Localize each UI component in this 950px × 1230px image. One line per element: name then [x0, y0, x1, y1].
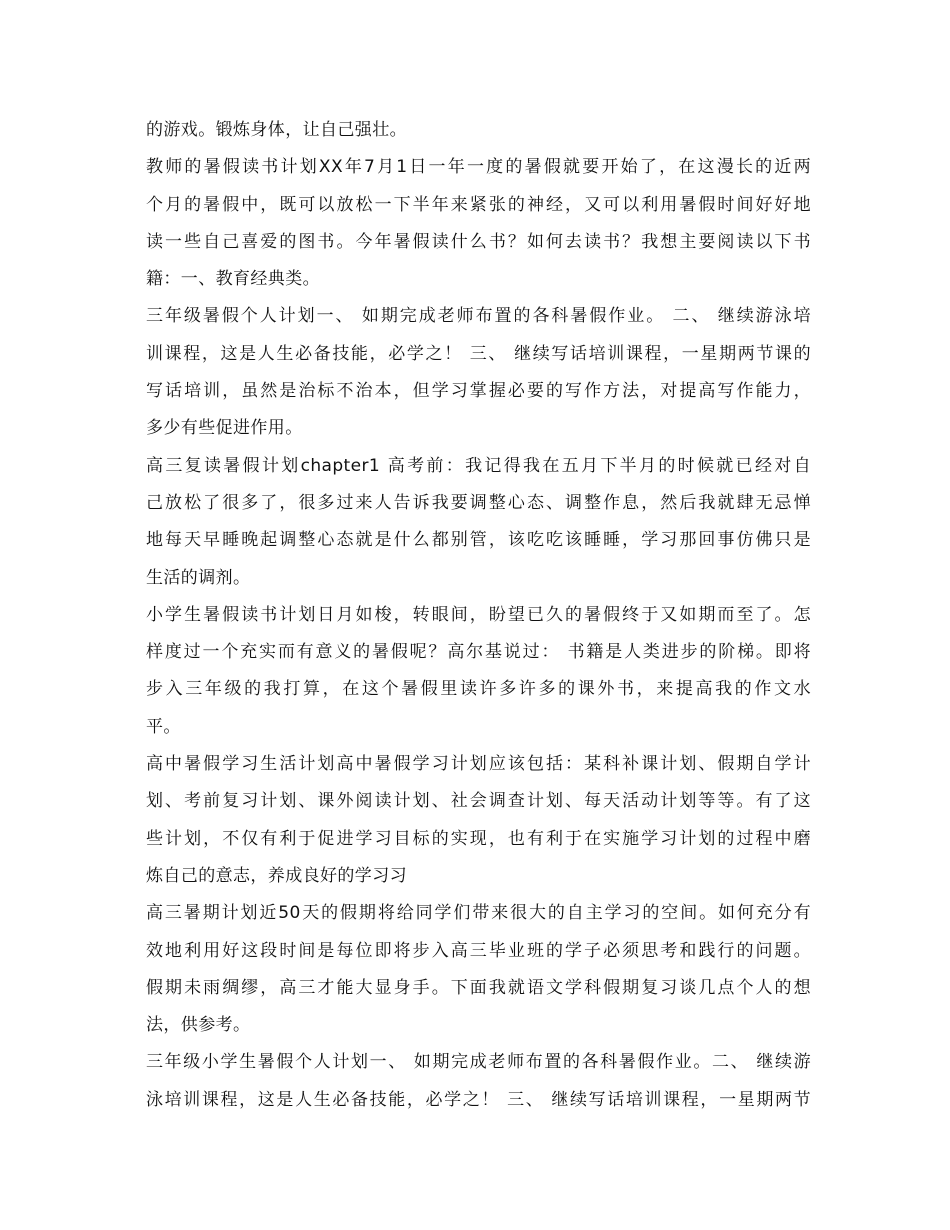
text-line: 小学生暑假读书计划日月如梭，转眼间，盼望已久的暑假终于又如期而至了。怎	[146, 604, 811, 625]
paragraph-game	[146, 112, 811, 149]
text-line: 读一些自己喜爱的图书。今年暑假读什么书？如何去读书？我想主要阅读以下书	[146, 231, 811, 252]
text-line: 写话培训，虽然是治标不治本，但学习掌握必要的写作方法，对提高写作能力，	[146, 381, 811, 402]
text-line: 假期未雨绸缪，高三才能大显身手。下面我就语文学科假期复习谈几点个人的想	[146, 977, 811, 998]
text-line: 生活的调剂。	[146, 567, 251, 588]
text-line: 高三暑期计划近50天的假期将给同学们带来很大的自主学习的空间。如何充分有	[146, 903, 811, 924]
paragraph-grade-three-pupil-plan	[146, 1044, 811, 1119]
text-line: 己放松了很多了，很多过来人告诉我要调整心态、调整作息，然后我就肆无忌惮	[146, 492, 811, 513]
text-line: 教师的暑假读书计划XX年7月1日一年一度的暑假就要开始了，在这漫长的近两	[146, 157, 811, 178]
text-line: 三年级暑假个人计划一、 如期完成老师布置的各科暑假作业。 二、 继续游泳培	[146, 306, 811, 327]
text-line: 地每天早睡晚起调整心态就是什么都别管，该吃吃该睡睡，学习那回事仿佛只是	[146, 530, 811, 551]
text-line: 训课程，这是人生必备技能，必学之！ 三、 继续写话培训课程，一星期两节课的	[146, 343, 811, 364]
text-line: 泳培训课程，这是人生必备技能，必学之！ 三、 继续写话培训课程，一星期两节	[146, 1089, 811, 1110]
text-line: 高中暑假学习生活计划高中暑假学习计划应该包括：某科补课计划、假期自学计	[146, 754, 811, 775]
paragraph-senior-repeat-plan	[146, 448, 811, 597]
text-line: 划、考前复习计划、课外阅读计划、社会调查计划、每天活动计划等等。有了这	[146, 791, 811, 812]
text-line: 样度过一个充实而有意义的暑假呢？高尔基说过： 书籍是人类进步的阶梯。即将	[146, 642, 811, 663]
text-line: 高三复读暑假计划chapter1 高考前：我记得我在五月下半月的时候就已经对自	[146, 455, 811, 476]
text-line: 的游戏。锻炼身体，让自己强壮。	[146, 120, 407, 140]
paragraph-senior-summer-plan	[146, 895, 811, 1044]
paragraph-teacher-reading-plan	[146, 149, 811, 298]
paragraph-pupil-reading-plan	[146, 597, 811, 746]
text-line: 步入三年级的我打算，在这个暑假里读许多许多的课外书，来提高我的作文水	[146, 679, 811, 700]
document-body	[146, 112, 811, 1119]
paragraph-grade-three-plan	[146, 298, 811, 447]
text-line: 法，供参考。	[146, 1015, 251, 1036]
text-line: 些计划，不仅有利于促进学习目标的实现，也有利于在实施学习计划的过程中磨	[146, 828, 811, 849]
text-line: 籍：一、教育经典类。	[146, 269, 320, 290]
paragraph-high-school-study-plan	[146, 746, 811, 895]
text-line: 个月的暑假中，既可以放松一下半年来紧张的神经，又可以利用暑假时间好好地	[146, 194, 811, 215]
text-line: 三年级小学生暑假个人计划一、 如期完成老师布置的各科暑假作业。二、 继续游	[146, 1052, 811, 1073]
text-line: 多少有些促进作用。	[146, 418, 303, 439]
text-line: 炼自己的意志，养成良好的学习习	[146, 865, 407, 886]
text-line: 平。	[146, 716, 181, 737]
text-line: 效地利用好这段时间是每位即将步入高三毕业班的学子必须思考和践行的问题。	[146, 940, 811, 961]
